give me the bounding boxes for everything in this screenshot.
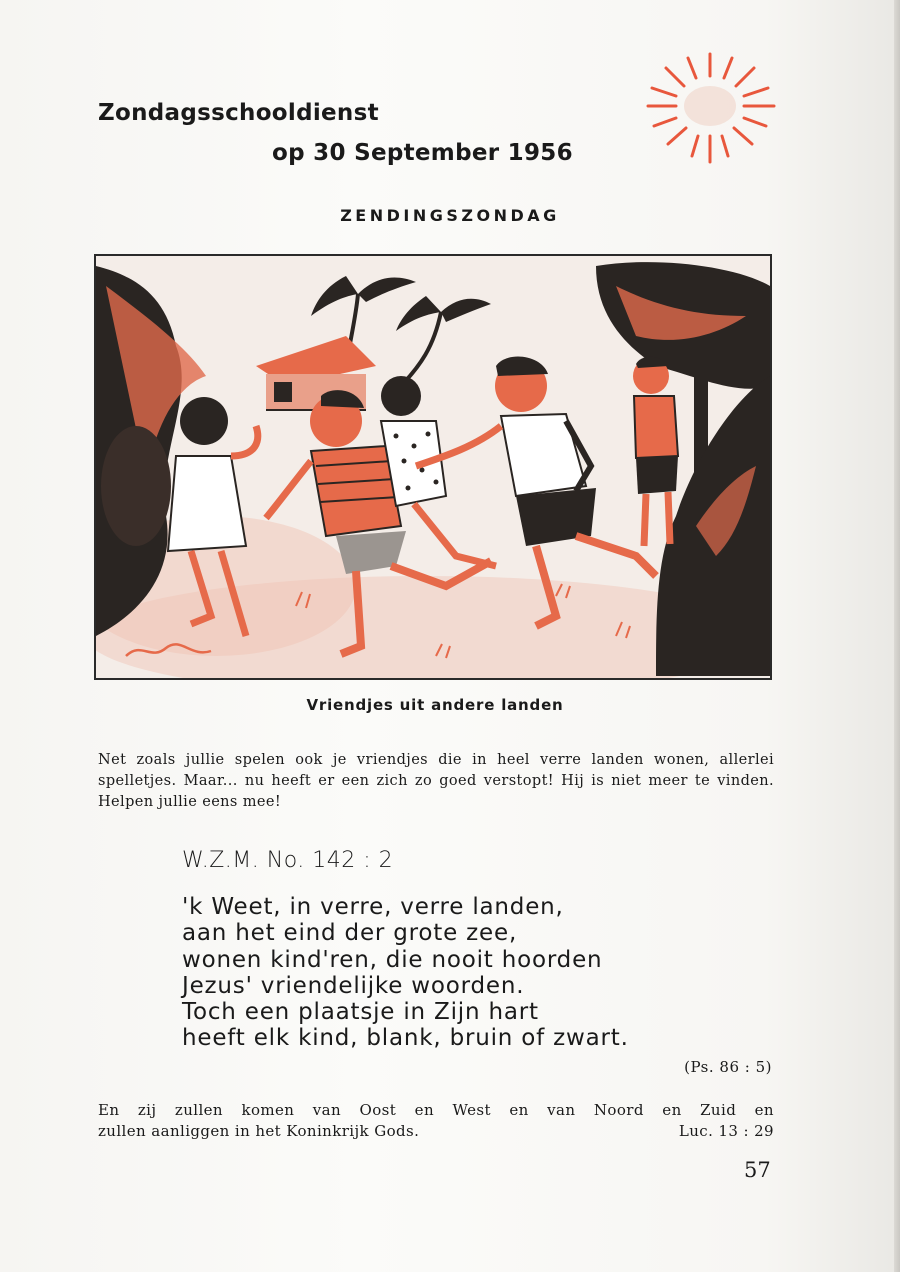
- page-title-line1: Zondagsschooldienst: [98, 100, 379, 126]
- closing-scripture: [98, 1100, 774, 1142]
- verse-line: wonen kind'ren, die nooit hoorden: [182, 946, 603, 973]
- hymn-reference: W.Z.M. No. 142 : 2: [182, 848, 394, 873]
- closing-line-with-reference: [98, 1121, 774, 1142]
- page-edge: [894, 0, 900, 1272]
- closing-line: zullen aanliggen in het Koninkrijk Gods.: [98, 1122, 420, 1140]
- psalm-reference: (Ps. 86 : 5): [684, 1058, 772, 1076]
- scripture-reference: Luc. 13 : 29: [678, 1122, 774, 1140]
- verse-line: Toch een plaatsje in Zijn hart: [182, 999, 539, 1026]
- verse-line: 'k Weet, in verre, verre landen,: [182, 894, 564, 920]
- hymn-verse: [182, 894, 629, 1052]
- verse-line: aan het eind der grote zee,: [182, 920, 518, 947]
- verse-line: Jezus' vriendelijke woorden.: [182, 972, 525, 999]
- closing-line: En zij zullen komen van Oost en West en van Noord en Zuid en: [98, 1101, 774, 1119]
- page-number: 57: [744, 1158, 771, 1182]
- sun-burst-icon: [640, 48, 780, 168]
- intro-paragraph: Net zoals jullie spelen ook je vriendjes die in heel verre landen wonen, allerlei spelletjes. Maar... nu heeft er een zich zo goed verstopt! Hij is niet meer te vinden. Helpen jullie eens mee!: [98, 752, 774, 810]
- page-title-line2: op 30 September 1956: [272, 140, 573, 166]
- verse-line: heeft elk kind, blank, bruin of zwart.: [182, 1025, 629, 1052]
- illustration-drawing: [96, 256, 770, 678]
- section-subtitle: ZENDINGSZONDAG: [340, 206, 560, 225]
- illustration-children-playing: [94, 254, 772, 680]
- illustration-caption: Vriendjes uit andere landen: [306, 696, 564, 714]
